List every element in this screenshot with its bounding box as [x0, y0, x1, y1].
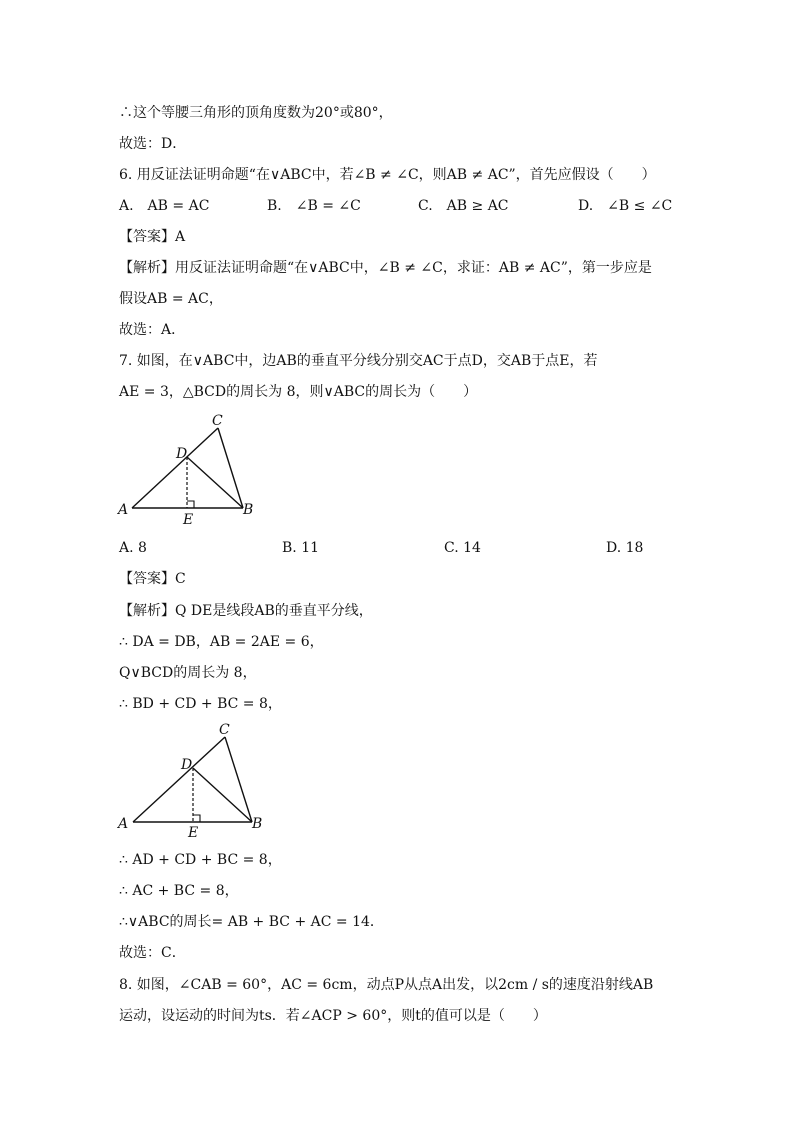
q7-option-d: D. 18 — [606, 540, 644, 556]
label-c: C — [219, 722, 230, 738]
q7-analysis: 【解析】Q DE是线段AB的垂直平分线， — [119, 603, 373, 619]
q7-choice: 故选：C． — [119, 945, 186, 961]
q7-step-6: ∴∨ABC的周长= AB + BC + AC = 14． — [119, 914, 384, 930]
label-e: E — [188, 825, 199, 841]
conclusion-line: ∴这个等腰三角形的顶角度数为20°或80°， — [119, 105, 393, 121]
q6-choice: 故选：A． — [119, 322, 186, 338]
q6-option-c: C. AB ≥ AC — [418, 198, 509, 214]
q6-analysis: 【解析】用反证法证明命题“在∨ABC中，∠B ≠ ∠C，求证：AB ≠ AC”，第一步应是 — [119, 260, 652, 276]
label-e: E — [183, 512, 194, 525]
answer-choice-line: 故选：D． — [119, 136, 187, 152]
question-8-stem: 8. 如图，∠CAB = 60°，AC = 6cm，动点P从点A出发，以2cm / s的速度沿射线AB — [119, 977, 654, 993]
q7-step-1: ∴ DA = DB，AB = 2AE = 6， — [119, 634, 324, 650]
triangle-figure-1 — [115, 410, 265, 525]
q7-option-c: C. 14 — [444, 540, 481, 556]
label-b: B — [243, 502, 254, 518]
q7-step-4: ∴ AD + CD + BC = 8， — [119, 852, 282, 868]
label-d: D — [176, 446, 188, 462]
question-8-stem-cont: 运动，设运动的时间为ts．若∠ACP > 60°，则t的值可以是（ ） — [119, 1008, 547, 1024]
q7-step-2: Q∨BCD的周长为 8， — [119, 665, 257, 681]
q7-answer: 【答案】C — [119, 571, 186, 587]
label-b: B — [252, 816, 263, 832]
label-a: A — [118, 816, 129, 832]
question-6-stem: 6. 用反证法证明命题“在∨ABC中，若∠B ≠ ∠C，则AB ≠ AC”，首先应假设（ ） — [119, 167, 656, 183]
q7-option-b: B. 11 — [282, 540, 320, 556]
q6-option-d: D. ∠B ≤ ∠C — [578, 198, 673, 214]
q6-option-a: A. AB = AC — [119, 198, 210, 214]
question-7-stem: 7. 如图，在∨ABC中，边AB的垂直平分线分别交AC于点D，交AB于点E，若 — [119, 353, 598, 369]
q7-option-a: A. 8 — [119, 540, 147, 556]
q6-answer: 【答案】A — [119, 229, 186, 245]
triangle-figure-2 — [115, 718, 270, 843]
label-a: A — [118, 502, 129, 518]
q6-analysis-cont: 假设AB = AC， — [119, 291, 223, 307]
q7-step-3: ∴ BD + CD + BC = 8， — [119, 696, 282, 712]
label-d: D — [181, 757, 193, 773]
label-c: C — [212, 413, 223, 429]
q6-option-b: B. ∠B = ∠C — [267, 198, 361, 214]
question-7-stem-cont: AE = 3，△BCD的周长为 8，则∨ABC的周长为（ ） — [119, 384, 478, 400]
q7-step-5: ∴ AC + BC = 8， — [119, 883, 239, 899]
